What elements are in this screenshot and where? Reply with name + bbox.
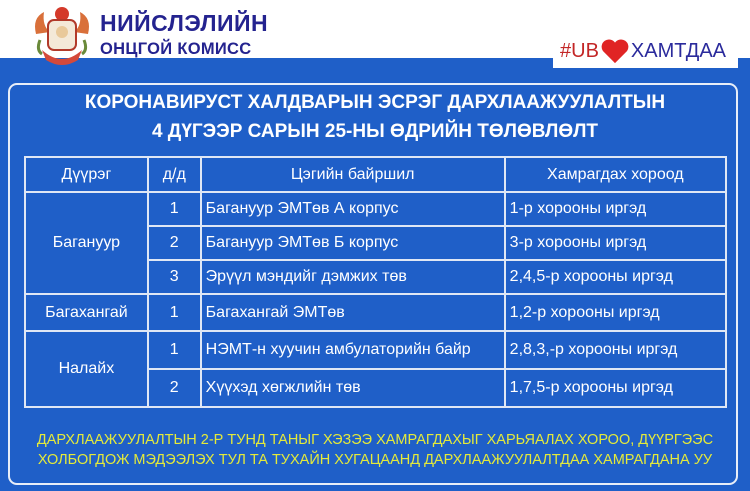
number-cell: 3 [148, 260, 201, 294]
khoroo-cell: 1,7,5-р хорооны иргэд [505, 369, 726, 407]
number-cell: 1 [148, 294, 201, 331]
org-name-line2: ОНЦГОЙ КОМИСС [100, 40, 252, 58]
org-name [100, 12, 268, 58]
hashtag-prefix: #UB [560, 39, 599, 62]
khoroo-cell: 3-р хорооны иргэд [505, 226, 726, 260]
org-name-line1: НИЙСЛЭЛИЙН [100, 10, 269, 36]
vaccination-schedule-table [24, 156, 727, 408]
hashtag-suffix: ХАМТДАА [630, 39, 727, 62]
khoroo-cell: 1-р хорооны иргэд [505, 192, 726, 226]
footer-note [0, 430, 750, 470]
number-cell: 1 [148, 331, 201, 369]
khoroo-cell: 2,4,5-р хорооны иргэд [505, 260, 726, 294]
soyombo-emblem-icon [30, 4, 94, 68]
heart-icon [600, 38, 630, 64]
table-row [25, 192, 726, 226]
header-khoroo: Хамрагдах хороод [505, 157, 726, 192]
location-cell: Эрүүл мэндийг дэмжих төв [201, 260, 505, 294]
number-cell: 1 [148, 192, 201, 226]
district-cell: Багануур [25, 192, 148, 294]
hashtag-banner [560, 38, 726, 64]
table-header-row [25, 157, 726, 192]
location-cell: НЭМТ-н хуучин амбулаторийн байр [201, 331, 505, 369]
location-cell: Багахангай ЭМТөв [201, 294, 505, 331]
table-row [25, 294, 726, 331]
number-cell: 2 [148, 226, 201, 260]
district-cell: Багахангай [25, 294, 148, 331]
note-line2: ХОЛБОГДОЖ МЭДЭЭЛЭХ ТУЛ ТА ТУХАЙН ХУГАЦААНД ДАРХЛААЖУУЛАЛТДАА ХАМРАГДАНА УУ [37, 452, 713, 468]
khoroo-cell: 2,8,3,-р хорооны иргэд [505, 331, 726, 369]
title-line2: 4 ДҮГЭЭР САРЫН 25-НЫ ӨДРИЙН ТӨЛӨВЛӨЛТ [151, 121, 599, 142]
header-location: Цэгийн байршил [201, 157, 505, 192]
table-row [25, 331, 726, 369]
page-title [0, 88, 750, 146]
khoroo-cell: 1,2-р хорооны иргэд [505, 294, 726, 331]
note-line1: ДАРХЛААЖУУЛАЛТЫН 2-Р ТУНД ТАНЫГ ХЭЗЭЭ ХАМРАГДАХЫГ ХАРЬЯАЛАХ ХОРОО, ДҮҮРГЭЭС [36, 432, 714, 448]
district-cell: Налайх [25, 331, 148, 407]
number-cell: 2 [148, 369, 201, 407]
header-number: д/д [148, 157, 201, 192]
location-cell: Багануур ЭМТөв А корпус [201, 192, 505, 226]
location-cell: Хүүхэд хөгжлийн төв [201, 369, 505, 407]
title-line1: КОРОНАВИРУСТ ХАЛДВАРЫН ЭСРЭГ ДАРХЛААЖУУЛАЛТЫН [84, 92, 666, 113]
header-district: Дүүрэг [25, 157, 148, 192]
location-cell: Багануур ЭМТөв Б корпус [201, 226, 505, 260]
